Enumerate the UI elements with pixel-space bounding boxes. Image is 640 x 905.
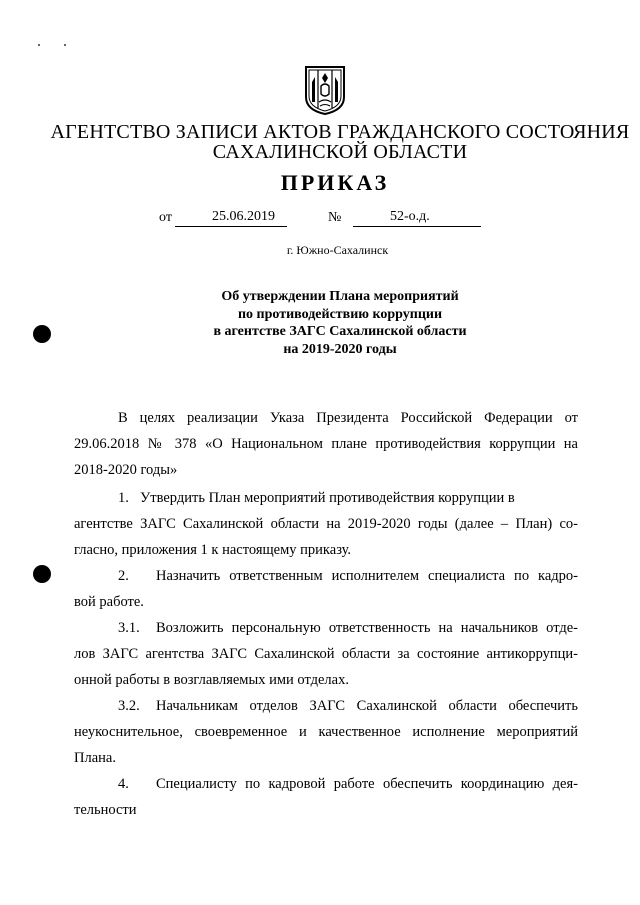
date-label: от: [159, 210, 172, 225]
item-number: 1.: [118, 490, 129, 506]
agency-name-line2: САХАЛИНСКОЙ ОБЛАСТИ: [212, 141, 468, 163]
order-number: 52-о.д.: [390, 209, 430, 224]
item-line: лов ЗАГС агентства ЗАГС Сахалинской области за состояние антикоррупци-: [74, 646, 578, 662]
item-line: онной работы в возглавляемых ими отделах.: [74, 672, 349, 688]
item-number: 2.: [118, 568, 129, 584]
item-line: неукоснительное, своевременное и качественное исполнение мероприятий: [74, 724, 578, 740]
punch-hole-top: [33, 325, 51, 343]
subject-line: Об утверждении Плана мероприятий: [221, 289, 459, 304]
item-line: Утвердить План мероприятий противодействия коррупции в: [140, 490, 515, 506]
item-line: Возложить персональную ответственность на начальников отде-: [156, 620, 578, 636]
scan-speck: [64, 44, 66, 46]
item-line: агентстве ЗАГС Сахалинской области на 2019-2020 годы (далее – План) со-: [74, 516, 578, 532]
item-number: 3.2.: [118, 698, 140, 714]
scan-speck: [38, 44, 40, 46]
coat-of-arms-emblem: [303, 64, 347, 116]
item-line: Плана.: [74, 750, 116, 766]
subject-line: в агентстве ЗАГС Сахалинской области: [213, 324, 467, 339]
intro-line: 29.06.2018 № 378 «О Национальном плане противодействия коррупции на: [74, 436, 578, 452]
intro-line: 2018-2020 годы»: [74, 462, 178, 478]
punch-hole-bottom: [33, 565, 51, 583]
number-label: №: [328, 210, 342, 225]
agency-name-line1: АГЕНТСТВО ЗАПИСИ АКТОВ ГРАЖДАНСКОГО СОСТОЯНИЯ: [50, 121, 630, 143]
document-type-title: ПРИКАЗ: [280, 170, 390, 195]
subject-line: на 2019-2020 годы: [283, 341, 397, 357]
number-underline: [353, 226, 481, 227]
city: г. Южно-Сахалинск: [286, 243, 389, 257]
item-line: Назначить ответственным исполнителем специалиста по кадро-: [156, 568, 578, 584]
item-line: тельности: [74, 802, 137, 818]
item-line: Начальникам отделов ЗАГС Сахалинской области обеспечить: [156, 698, 578, 714]
item-number: 4.: [118, 776, 129, 792]
order-date: 25.06.2019: [212, 209, 275, 224]
item-line: вой работе.: [74, 594, 144, 610]
item-line: гласно, приложения 1 к настоящему приказу.: [74, 542, 352, 558]
item-number: 3.1.: [118, 620, 140, 636]
intro-line: В целях реализации Указа Президента Российской Федерации от: [118, 410, 578, 426]
order-subject: [180, 288, 500, 358]
subject-line: по противодействию коррупции: [237, 306, 443, 322]
date-underline: [175, 226, 287, 227]
item-line: Специалисту по кадровой работе обеспечить координацию дея-: [156, 776, 578, 792]
